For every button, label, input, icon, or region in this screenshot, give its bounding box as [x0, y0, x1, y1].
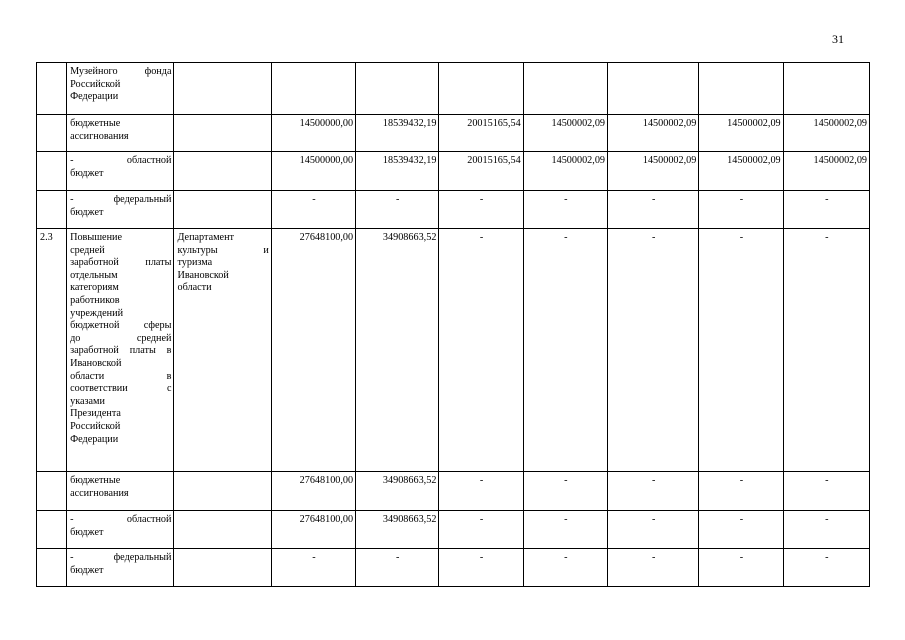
- item-name-line: ассигнования: [70, 487, 129, 499]
- item-name-cell: [67, 191, 174, 229]
- row-number-cell: [37, 472, 67, 511]
- value-cell: -: [699, 511, 783, 549]
- item-name-cell: [67, 511, 174, 549]
- value-cell: 14500002,09: [783, 152, 869, 191]
- value-cell: 34908663,52: [356, 229, 439, 472]
- item-name-line: Президента: [70, 408, 121, 420]
- executor-line: Департамент: [177, 232, 234, 243]
- value-cell: [608, 63, 699, 115]
- executor-line: туризма: [177, 257, 213, 269]
- value-cell: 27648100,00: [271, 229, 355, 472]
- table-row: [37, 191, 870, 229]
- value-cell: 14500002,09: [608, 152, 699, 191]
- budget-table-body: [37, 63, 870, 587]
- value-cell: -: [439, 472, 523, 511]
- row-number-cell: [37, 115, 67, 152]
- item-name-cell: [67, 549, 174, 587]
- item-name-line: указами: [70, 395, 105, 407]
- row-number-cell: [37, 191, 67, 229]
- value-cell: -: [439, 549, 523, 587]
- value-cell: [783, 63, 869, 115]
- row-number-cell: [37, 511, 67, 549]
- item-name-line: Федерации: [70, 433, 119, 445]
- item-name-line: заработной платы в: [70, 345, 172, 357]
- item-name-line: Ивановской: [70, 357, 122, 369]
- value-cell: 18539432,19: [356, 115, 439, 152]
- value-cell: -: [783, 549, 869, 587]
- executor-cell: [174, 229, 271, 472]
- value-cell: -: [439, 191, 523, 229]
- value-cell: [271, 63, 355, 115]
- table-row: [37, 549, 870, 587]
- item-name-line: Российской: [70, 420, 121, 432]
- row-number-cell: 2.3: [37, 229, 67, 472]
- value-cell: [523, 63, 607, 115]
- table-row: [37, 152, 870, 191]
- value-cell: 14500002,09: [783, 115, 869, 152]
- value-cell: 20015165,54: [439, 152, 523, 191]
- item-name-line: - областной: [70, 155, 172, 166]
- value-cell: -: [699, 549, 783, 587]
- row-number-cell: [37, 63, 67, 115]
- item-name-line: бюджетные: [70, 475, 121, 486]
- item-name-line: Федерации: [70, 91, 119, 103]
- item-name-line: Музейного фонда: [70, 66, 172, 77]
- value-cell: -: [608, 229, 699, 472]
- item-name-line: - федеральный: [70, 552, 172, 563]
- value-cell: -: [356, 191, 439, 229]
- value-cell: 14500002,09: [608, 115, 699, 152]
- page-number: 31: [832, 32, 844, 46]
- value-cell: 14500002,09: [699, 152, 783, 191]
- table-row: [37, 472, 870, 511]
- value-cell: 14500002,09: [699, 115, 783, 152]
- executor-line: Ивановской: [177, 269, 229, 281]
- item-name-line: отдельным: [70, 269, 118, 281]
- budget-table: [36, 62, 870, 587]
- executor-cell: [174, 63, 271, 115]
- value-cell: -: [523, 472, 607, 511]
- value-cell: [439, 63, 523, 115]
- value-cell: -: [783, 511, 869, 549]
- executor-cell: [174, 115, 271, 152]
- item-name-line: бюджетные: [70, 118, 121, 129]
- item-name-line: до средней: [70, 332, 172, 344]
- item-name-line: - федеральный: [70, 194, 172, 205]
- value-cell: -: [783, 229, 869, 472]
- value-cell: 18539432,19: [356, 152, 439, 191]
- executor-cell: [174, 472, 271, 511]
- value-cell: -: [523, 549, 607, 587]
- value-cell: -: [439, 511, 523, 549]
- value-cell: -: [271, 191, 355, 229]
- row-number-cell: [37, 152, 67, 191]
- value-cell: -: [783, 191, 869, 229]
- item-name-cell: [67, 115, 174, 152]
- item-name-line: категориям: [70, 282, 119, 294]
- value-cell: [699, 63, 783, 115]
- item-name-line: бюджет: [70, 167, 104, 179]
- item-name-line: бюджетной сферы: [70, 320, 172, 332]
- item-name-line: ассигнования: [70, 130, 129, 142]
- table-row: [37, 115, 870, 152]
- value-cell: 14500000,00: [271, 152, 355, 191]
- executor-cell: [174, 511, 271, 549]
- value-cell: -: [439, 229, 523, 472]
- item-name-line: бюджет: [70, 564, 104, 576]
- value-cell: -: [608, 511, 699, 549]
- value-cell: -: [608, 472, 699, 511]
- item-name-line: бюджет: [70, 206, 104, 218]
- table-row: [37, 229, 870, 472]
- item-name-line: работников: [70, 294, 120, 306]
- item-name-cell: [67, 152, 174, 191]
- value-cell: 34908663,52: [356, 472, 439, 511]
- item-name-line: соответствии с: [70, 383, 172, 395]
- executor-line: области: [177, 282, 212, 294]
- item-name-cell: [67, 229, 174, 472]
- item-name-line: Повышение: [70, 232, 122, 243]
- value-cell: -: [523, 191, 607, 229]
- value-cell: -: [523, 511, 607, 549]
- value-cell: 20015165,54: [439, 115, 523, 152]
- item-name-line: заработной платы: [70, 257, 172, 269]
- executor-cell: [174, 152, 271, 191]
- value-cell: 34908663,52: [356, 511, 439, 549]
- table-row: [37, 63, 870, 115]
- value-cell: 27648100,00: [271, 472, 355, 511]
- row-number-cell: [37, 549, 67, 587]
- item-name-line: учреждений: [70, 307, 124, 319]
- item-name-line: средней: [70, 244, 105, 256]
- value-cell: -: [699, 472, 783, 511]
- executor-cell: [174, 191, 271, 229]
- executor-line: культуры и: [177, 244, 269, 256]
- value-cell: -: [608, 191, 699, 229]
- value-cell: -: [523, 229, 607, 472]
- value-cell: -: [271, 549, 355, 587]
- value-cell: 14500002,09: [523, 152, 607, 191]
- value-cell: [356, 63, 439, 115]
- table-row: [37, 511, 870, 549]
- item-name-cell: [67, 472, 174, 511]
- item-name-line: области в: [70, 370, 172, 382]
- value-cell: 14500002,09: [523, 115, 607, 152]
- item-name-line: бюджет: [70, 526, 104, 538]
- value-cell: -: [699, 229, 783, 472]
- value-cell: -: [699, 191, 783, 229]
- value-cell: -: [608, 549, 699, 587]
- item-name-line: - областной: [70, 514, 172, 525]
- item-name-cell: [67, 63, 174, 115]
- value-cell: 14500000,00: [271, 115, 355, 152]
- executor-cell: [174, 549, 271, 587]
- value-cell: -: [783, 472, 869, 511]
- value-cell: 27648100,00: [271, 511, 355, 549]
- value-cell: -: [356, 549, 439, 587]
- item-name-line: Российской: [70, 78, 121, 90]
